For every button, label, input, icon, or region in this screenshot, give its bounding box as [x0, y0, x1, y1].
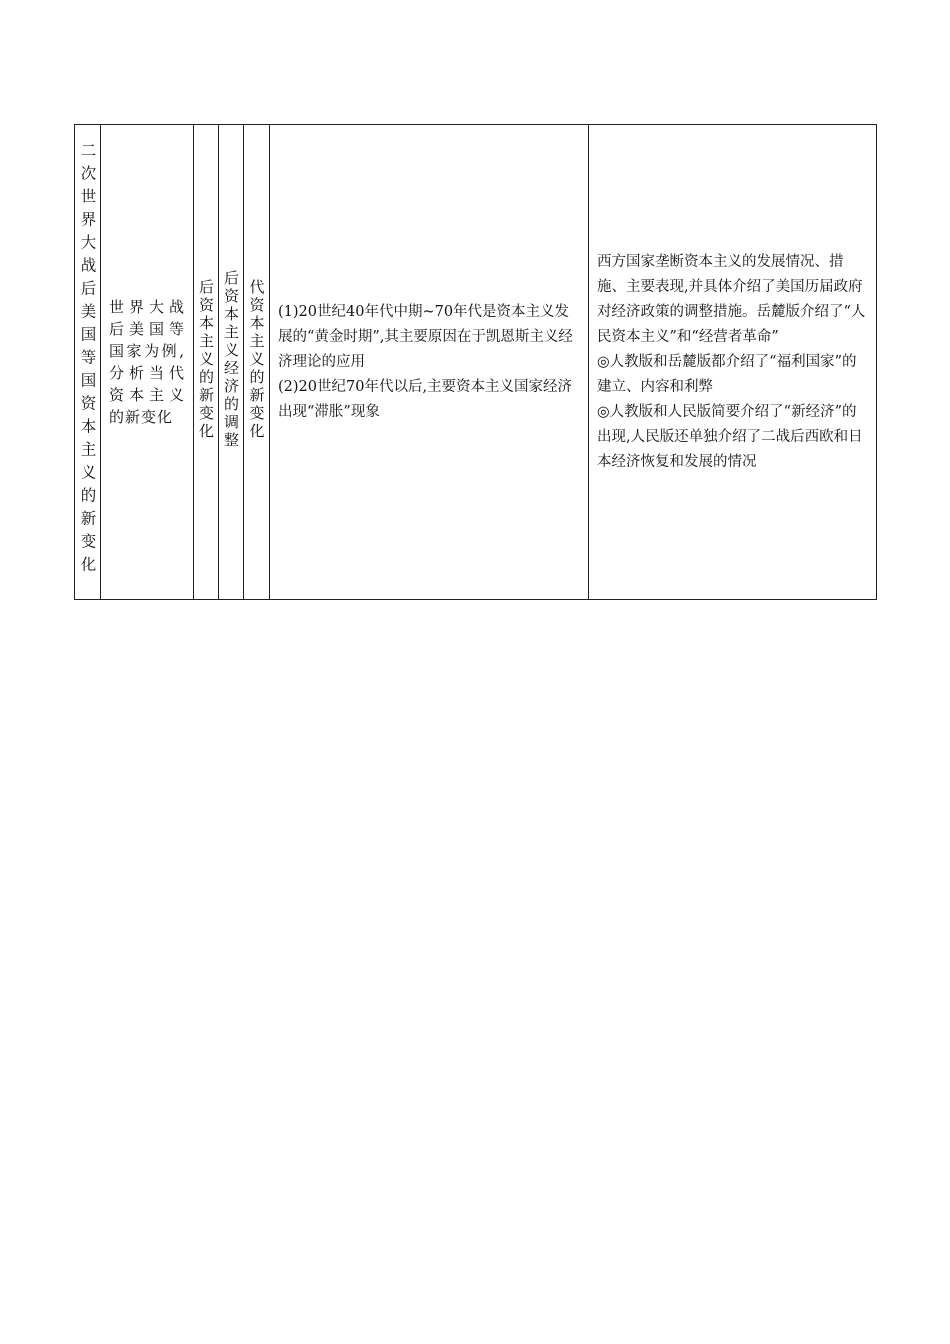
column-c-cell: [244, 125, 270, 600]
content-item-1: (1)20世纪40年代中期~70年代是资本主义发展的“黄金时期”,其主要原因在于凯恩斯主义经济理论的应用: [278, 303, 573, 370]
column-c-text: 代资本主义的新变化: [247, 279, 266, 441]
notes-cell: [589, 125, 877, 600]
column-b-cell: [219, 125, 244, 600]
goal-cell: [101, 125, 194, 600]
goal-text: 世界大战后美国等国家为例,分析当代资本主义的新变化: [109, 298, 185, 426]
content-cell: [270, 125, 589, 600]
column-a-cell: [194, 125, 219, 600]
unit-title: 二次世界大战后美国等国资本主义的新变化: [78, 141, 97, 579]
unit-title-cell: [75, 125, 101, 600]
column-a-text: 后资本主义的新变化: [197, 279, 215, 441]
table-row: [75, 125, 877, 600]
note-item-2: ◎人教版和岳麓版都介绍了“福利国家”的建立、内容和利弊: [597, 353, 857, 395]
content-item-2: (2)20世纪70年代以后,主要资本主义国家经济出现“滞胀”现象: [278, 378, 573, 420]
curriculum-table: [74, 124, 877, 600]
note-item-3: ◎人教版和人民版简要介绍了“新经济”的出现,人民版还单独介绍了二战后西欧和日本经济恢复和发展的情况: [597, 403, 863, 470]
column-b-text: 后资本主义经济的调整: [222, 270, 240, 450]
note-item-1: 西方国家垄断资本主义的发展情况、措施、主要表现,并具体介绍了美国历届政府对经济政策的调整措施。岳麓版介绍了“人民资本主义”和“经营者革命”: [597, 253, 866, 345]
